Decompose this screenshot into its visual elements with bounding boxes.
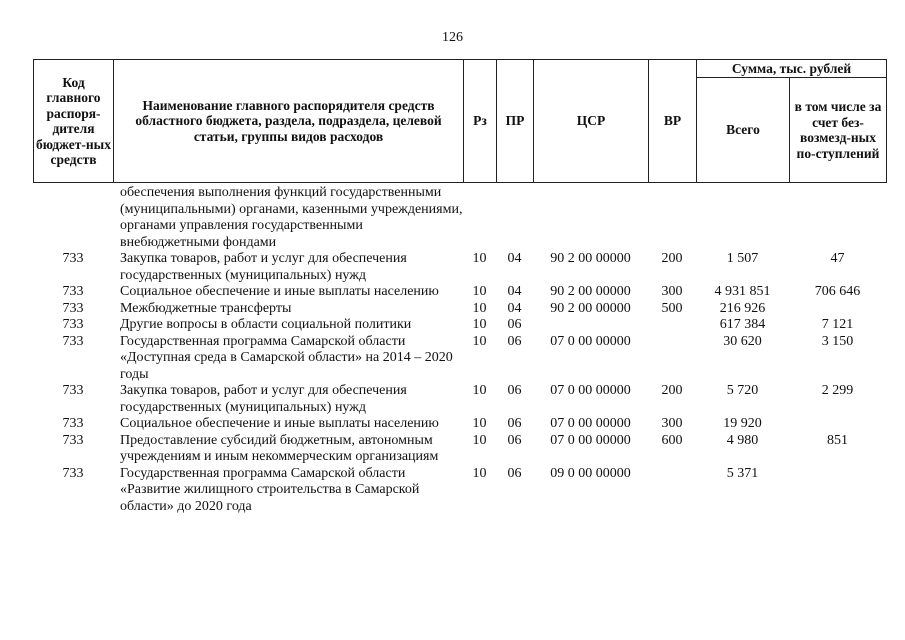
row-code: 733 [62,251,84,266]
row-total: 4 931 851 [714,284,771,299]
row-vr: 500 [661,300,683,316]
table-header [33,59,887,183]
row-vr: 300 [661,416,683,431]
row-name: Закупка товаров, работ и услуг для обеспечения государственных (муниципальных) нужд [120,383,407,415]
row-csr: 90 2 00 00000 [550,251,631,266]
row-code: 733 [62,383,84,398]
row-rz: 10 [472,465,487,481]
row-total: 216 926 [719,300,766,316]
table-row [0,185,905,251]
row-incl: 2 299 [821,383,854,398]
header-incl: в том числе за счет без-возмезд-ных по-ступлений [790,78,887,183]
row-name: Предоставление субсидий бюджетным, автономным учреждениям и иным некоммерческим организациям [120,432,439,464]
row-pr: 06 [507,383,522,398]
table-row [0,284,905,301]
table-row [0,251,905,284]
row-pr: 06 [507,416,522,431]
row-vr: 300 [661,284,683,299]
header-total: Всего [697,78,790,183]
row-total: 30 620 [723,333,762,349]
row-total: 5 371 [726,465,759,481]
row-pr: 04 [507,300,522,316]
row-name: обеспечения выполнения функций государственными (муниципальными) органами, казенными учреждениями, органами управления государственными внебюджетными фондами [120,185,463,250]
row-total: 617 384 [719,317,766,332]
row-code: 733 [62,333,84,349]
row-name: Межбюджетные трансферты [120,300,292,316]
row-csr: 09 0 00 00000 [550,465,631,481]
table-row [0,433,905,466]
table-row [0,383,905,416]
row-rz: 10 [472,333,487,349]
row-rz: 10 [472,251,487,266]
header-vr: ВР [649,60,697,183]
header-rz: Рз [464,60,497,183]
row-vr: 200 [661,251,683,266]
row-vr: 200 [661,383,683,398]
row-csr: 07 0 00 00000 [550,383,631,398]
table-row [0,301,905,318]
header-pr: ПР [497,60,534,183]
header-sum-group: Сумма, тыс. рублей [697,60,887,78]
header-code: Код главного распоря-дителя бюджет-ных средств [34,60,114,183]
row-pr: 04 [507,284,522,299]
row-csr: 90 2 00 00000 [550,284,631,299]
table-row [0,334,905,384]
page-number: 126 [442,30,463,45]
row-pr: 06 [507,317,522,332]
row-vr: 600 [661,432,683,448]
row-name: Государственная программа Самарской области «Доступная среда в Самарской области» на 2014 – 2020 годы [120,333,453,382]
row-rz: 10 [472,432,487,448]
row-code: 733 [62,465,84,481]
row-code: 733 [62,300,84,316]
row-name: Социальное обеспечение и иные выплаты населению [120,284,439,299]
table-body [0,185,905,515]
table-row [0,416,905,433]
row-code: 733 [62,416,84,431]
row-pr: 06 [507,465,522,481]
row-name: Другие вопросы в области социальной политики [120,317,412,332]
row-csr: 07 0 00 00000 [550,333,631,349]
row-rz: 10 [472,416,487,431]
row-code: 733 [62,432,84,448]
row-total: 19 920 [723,416,762,431]
header-csr: ЦСР [534,60,649,183]
header-name: Наименование главного распорядителя средств областного бюджета, раздела, подраздела, целевой статьи, группы видов расходов [114,60,464,183]
row-name: Социальное обеспечение и иные выплаты населению [120,416,439,431]
table-row [0,466,905,516]
row-pr: 06 [507,432,522,448]
row-code: 733 [62,284,84,299]
row-total: 1 507 [726,251,759,266]
row-rz: 10 [472,284,487,299]
row-total: 5 720 [726,383,759,398]
row-code: 733 [62,317,84,332]
row-name: Государственная программа Самарской области «Развитие жилищного строительства в Самарской области» до 2020 года [120,465,420,514]
row-incl: 706 646 [814,284,861,299]
row-rz: 10 [472,383,487,398]
row-pr: 04 [507,251,522,266]
row-csr: 07 0 00 00000 [550,432,631,448]
table-row [0,317,905,334]
row-incl: 7 121 [821,317,854,332]
row-total: 4 980 [726,432,759,448]
row-incl: 3 150 [821,333,854,349]
row-incl: 851 [827,432,848,448]
row-incl: 47 [830,251,845,266]
row-rz: 10 [472,317,487,332]
row-pr: 06 [507,333,522,349]
row-name: Закупка товаров, работ и услуг для обеспечения государственных (муниципальных) нужд [120,251,407,283]
row-csr: 90 2 00 00000 [550,300,631,316]
row-csr: 07 0 00 00000 [550,416,631,431]
row-rz: 10 [472,300,487,316]
